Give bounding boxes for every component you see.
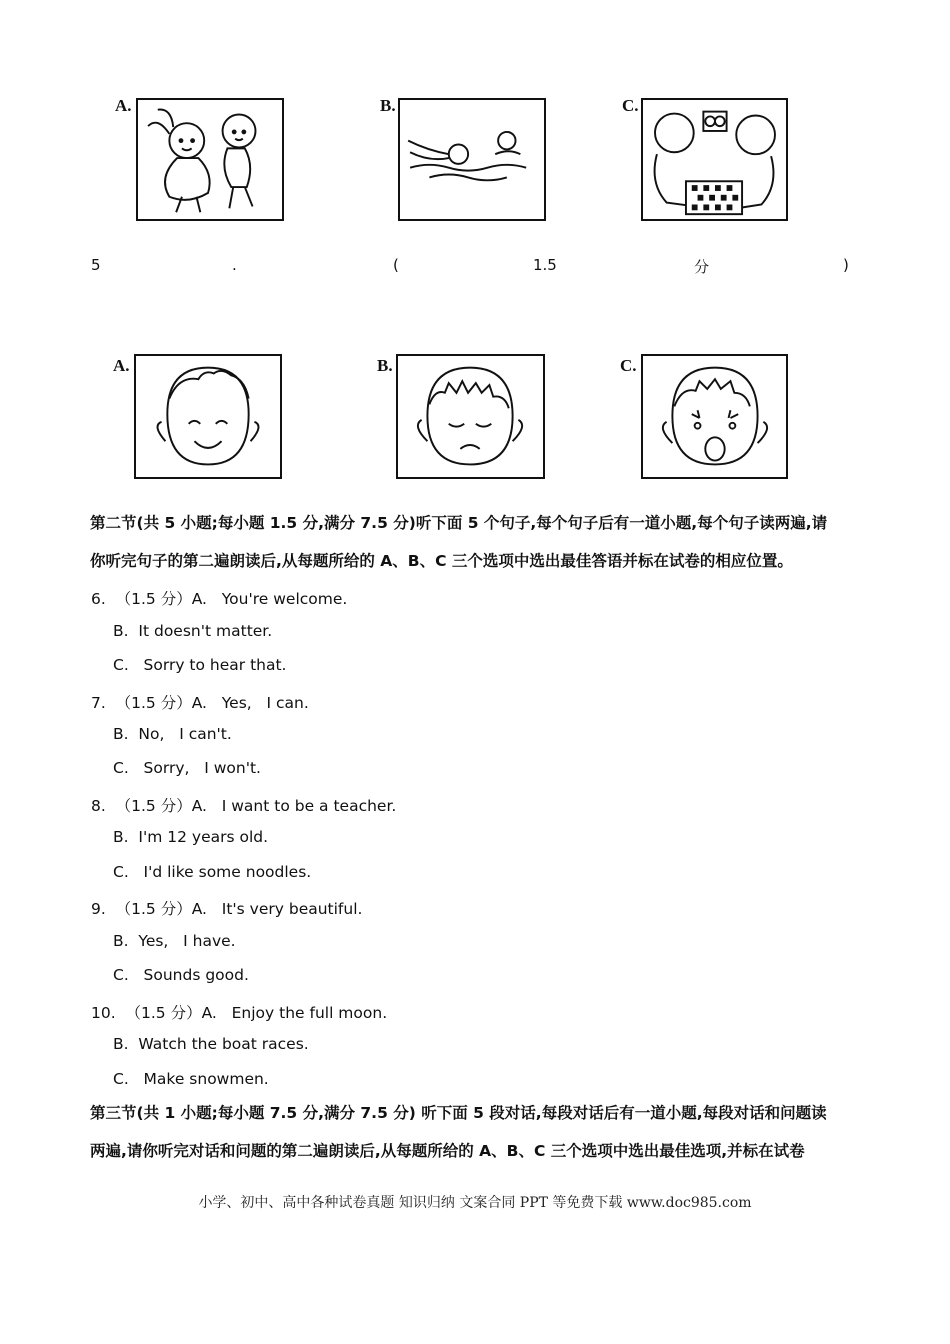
question-6-option-c: C. Sorry to hear that.	[113, 656, 287, 674]
question-9-option-b: B. Yes, I have.	[113, 932, 236, 950]
score-value: 1.5	[533, 256, 557, 274]
section-3-line-1: 第三节(共 1 小题;每小题 7.5 分,满分 7.5 分) 听下面 5 段对话,每段对话后有一道小题,每段对话和问题读	[90, 1104, 827, 1122]
score-open-paren: (	[393, 256, 399, 274]
picture-label-b: B.	[377, 356, 393, 375]
question-dot: .	[232, 256, 237, 274]
picture-label-a: A.	[113, 356, 130, 375]
question-9-option-c: C. Sounds good.	[113, 966, 249, 984]
section-3-line-2: 两遍,请你听完对话和问题的第二遍朗读后,从每题所给的 A、B、C 三个选项中选出最佳选项,并标在试卷	[90, 1142, 805, 1160]
question-7-option-b: B. No, I can't.	[113, 725, 232, 743]
question-10-option-b: B. Watch the boat races.	[113, 1035, 309, 1053]
section-2-line-2: 你听完句子的第二遍朗读后,从每题所给的 A、B、C 三个选项中选出最佳答语并标在试卷的相应位置。	[90, 552, 793, 570]
happy-face-illustration	[134, 354, 282, 479]
question-number: 5	[91, 256, 101, 274]
question-7-option-c: C. Sorry, I won't.	[113, 759, 261, 777]
section-2-line-1: 第二节(共 5 小题;每小题 1.5 分,满分 7.5 分)听下面 5 个句子,每个句子后有一道小题,每个句子读两遍,请	[90, 514, 828, 532]
score-close-paren: )	[843, 256, 849, 274]
question-6-option-a: 6. （1.5 分）A. You're welcome.	[91, 590, 348, 608]
kids-walking-illustration	[136, 98, 284, 221]
picture-label-b: B.	[380, 96, 396, 115]
question-6-option-b: B. It doesn't matter.	[113, 622, 273, 640]
score-unit: 分	[694, 258, 710, 276]
picture-label-c: C.	[620, 356, 637, 375]
picture-label-a: A.	[115, 96, 132, 115]
surprised-face-illustration	[641, 354, 788, 479]
question-10-option-c: C. Make snowmen.	[113, 1070, 269, 1088]
question-8-option-c: C. I'd like some noodles.	[113, 863, 312, 881]
question-9-option-a: 9. （1.5 分）A. It's very beautiful.	[91, 900, 363, 918]
kids-swimming-illustration	[398, 98, 546, 221]
section-2-instructions	[90, 504, 865, 580]
question-8-option-b: B. I'm 12 years old.	[113, 828, 269, 846]
picture-label-c: C.	[622, 96, 639, 115]
question-10-option-a: 10. （1.5 分）A. Enjoy the full moon.	[91, 1004, 388, 1022]
sad-face-illustration	[396, 354, 545, 479]
kids-playing-chess-illustration	[641, 98, 788, 221]
page-footer: 小学、初中、高中各种试卷真题 知识归纳 文案合同 PPT 等免费下载 www.doc985.com	[198, 1195, 752, 1211]
question-8-option-a: 8. （1.5 分）A. I want to be a teacher.	[91, 797, 397, 815]
question-7-option-a: 7. （1.5 分）A. Yes, I can.	[91, 694, 309, 712]
section-3-instructions	[90, 1094, 865, 1170]
